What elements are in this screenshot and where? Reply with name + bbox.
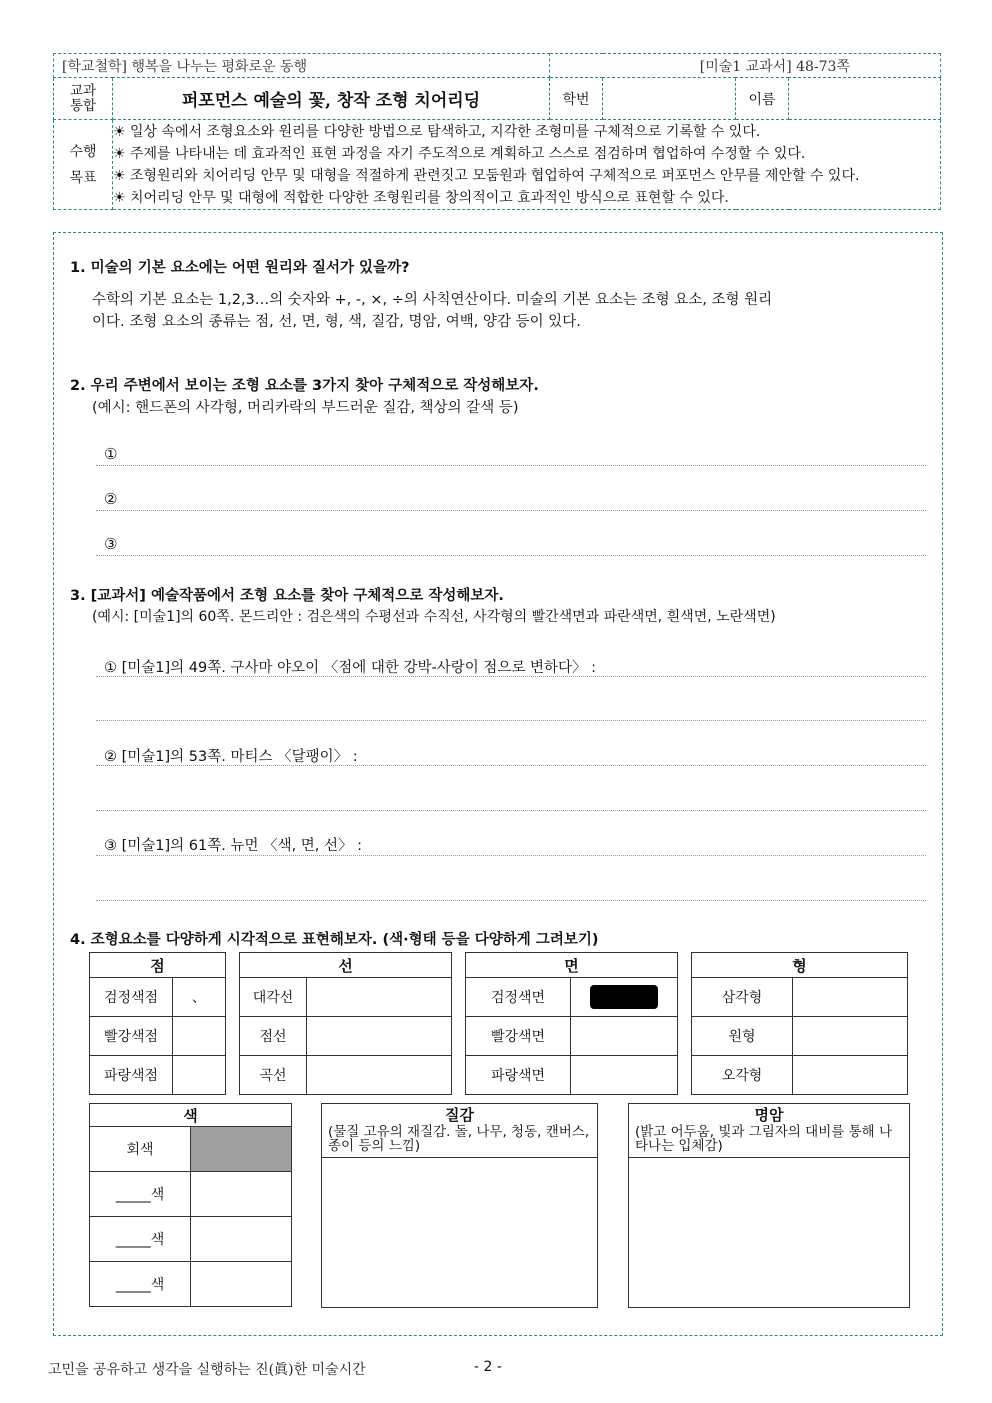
color-label: _____색 <box>90 1217 191 1262</box>
point-drawing-cell[interactable] <box>173 1056 226 1095</box>
goal-item: ☀ 조형원리와 치어리딩 안무 및 대형을 적절하게 관련짓고 모둠원과 협업하여 구체적으로 퍼포먼스 안무를 제안할 수 있다. <box>113 167 860 184</box>
q1-body-line1: 수학의 기본 요소는 1,2,3…의 숫자와 +, -, ×, ÷의 사칙연산이다. 미술의 기본 요소는 조형 요소, 조형 원리 <box>92 292 773 308</box>
q2-answer-line-2[interactable] <box>96 510 926 511</box>
texture-head: 질감 <box>445 1106 474 1124</box>
q3-answer-line[interactable] <box>96 676 926 677</box>
plane-label: 빨강색면 <box>466 1017 571 1056</box>
shape-head: 형 <box>692 953 908 978</box>
q2-title: 2. 우리 주변에서 보이는 조형 요소를 3가지 찾아 구체적으로 작성해보자. <box>70 378 539 394</box>
shape-label: 원형 <box>692 1017 793 1056</box>
point-label: 파랑색점 <box>90 1056 173 1095</box>
color-table <box>89 1103 292 1307</box>
plane-label: 파랑색면 <box>466 1056 571 1095</box>
q2-answer-line-1[interactable] <box>96 465 926 466</box>
texture-desc: (물질 고유의 재질감. 돌, 나무, 청동, 캔버스, 종이 등의 느낌) <box>322 1125 597 1158</box>
line-label: 점선 <box>240 1017 307 1056</box>
point-drawing-cell[interactable] <box>173 978 226 1017</box>
name-label: 이름 <box>736 78 789 120</box>
color-label: _____색 <box>90 1172 191 1217</box>
plane-head: 면 <box>466 953 678 978</box>
plane-table <box>465 952 678 1095</box>
q3-answer-line[interactable] <box>96 765 926 766</box>
shade-head: 명암 <box>754 1106 784 1124</box>
line-head: 선 <box>240 953 452 978</box>
color-drawing-cell[interactable] <box>191 1262 292 1307</box>
school-philosophy: [학교철학] 행복을 나누는 평화로운 동행 <box>54 54 550 78</box>
plane-drawing-cell[interactable] <box>571 1056 678 1095</box>
q3-answer-line[interactable] <box>96 720 926 721</box>
q3-answer-line[interactable] <box>96 900 926 901</box>
color-drawing-cell[interactable] <box>191 1127 292 1172</box>
shade-box[interactable] <box>628 1103 910 1308</box>
texture-box[interactable] <box>321 1103 598 1308</box>
plane-label: 검정색면 <box>466 978 571 1017</box>
q3-item-3: ③ [미술1]의 61쪽. 뉴먼 〈색, 면, 선〉 : <box>104 838 363 854</box>
q3-example: (예시: [미술1]의 60쪽. 몬드리안 : 검은색의 수평선과 수직선, 사각형의 빨간색면과 파란색면, 흰색면, 노란색면) <box>92 609 776 625</box>
header-table <box>53 53 941 210</box>
color-drawing-cell[interactable] <box>191 1172 292 1217</box>
point-drawing-cell[interactable] <box>173 1017 226 1056</box>
q1-body-line2: 이다. 조형 요소의 종류는 점, 선, 면, 형, 색, 질감, 명암, 여백, 양감 등이 있다. <box>92 314 581 330</box>
shape-drawing-cell[interactable] <box>793 978 908 1017</box>
goal-item: ☀ 치어리딩 안무 및 대형에 적합한 다양한 조형원리를 창의적이고 효과적인 방식으로 표현할 수 있다. <box>113 189 729 206</box>
q3-answer-line[interactable] <box>96 810 926 811</box>
line-label: 대각선 <box>240 978 307 1017</box>
q2-example: (예시: 핸드폰의 사각형, 머리카락의 부드러운 질감, 책상의 갈색 등) <box>92 400 519 416</box>
q2-mark-3: ③ <box>104 535 118 553</box>
q2-mark-2: ② <box>104 490 118 508</box>
line-drawing-cell[interactable] <box>307 1017 452 1056</box>
color-drawing-cell[interactable] <box>191 1217 292 1262</box>
point-head: 점 <box>90 953 226 978</box>
line-table <box>239 952 452 1095</box>
page-number: - 2 - <box>474 1359 502 1375</box>
black-plane-sample <box>590 985 658 1009</box>
q3-title: 3. [교과서] 예술작품에서 조형 요소를 찾아 구체적으로 작성해보자. <box>70 588 504 604</box>
shape-label: 오각형 <box>692 1056 793 1095</box>
goal-item: ☀ 주제를 나타내는 데 효과적인 표현 과정을 자기 주도적으로 계획하고 스스로 점검하며 협업하여 수정할 수 있다. <box>113 145 806 162</box>
color-label: 회색 <box>90 1127 191 1172</box>
q1-title: 1. 미술의 기본 요소에는 어떤 원리와 질서가 있을까? <box>70 260 410 276</box>
goal-item: ☀ 일상 속에서 조형요소와 원리를 다양한 방법으로 탐색하고, 지각한 조형미를 구체적으로 기록할 수 있다. <box>113 123 761 140</box>
plane-drawing-cell[interactable] <box>571 978 678 1017</box>
point-label: 검정색점 <box>90 978 173 1017</box>
student-no-field[interactable] <box>603 78 736 120</box>
shape-drawing-cell[interactable] <box>793 1056 908 1095</box>
footer-motto: 고민을 공유하고 생각을 실행하는 진(眞)한 미술시간 <box>48 1362 366 1378</box>
q3-item-1: ① [미술1]의 49쪽. 구사마 야오이 〈점에 대한 강박-사랑이 점으로 변하다〉 : <box>104 660 596 676</box>
textbook-reference: [미술1 교과서] 48-73쪽 <box>550 54 941 78</box>
name-field[interactable] <box>789 78 941 120</box>
point-sample-mark: 、 <box>192 990 206 1006</box>
subject-label: 교과통합 <box>54 78 113 120</box>
shape-table <box>691 952 908 1095</box>
q4-title: 4. 조형요소를 다양하게 시각적으로 표현해보자. (색·형태 등을 다양하게 그려보기) <box>70 932 599 948</box>
q2-answer-line-3[interactable] <box>96 555 926 556</box>
q3-item-2: ② [미술1]의 53쪽. 마티스 〈달팽이〉 : <box>104 749 358 765</box>
line-drawing-cell[interactable] <box>307 978 452 1017</box>
goals-list <box>113 120 941 210</box>
line-drawing-cell[interactable] <box>307 1056 452 1095</box>
shape-label: 삼각형 <box>692 978 793 1017</box>
shape-drawing-cell[interactable] <box>793 1017 908 1056</box>
point-label: 빨강색점 <box>90 1017 173 1056</box>
point-table <box>89 952 226 1095</box>
q2-mark-1: ① <box>104 445 118 463</box>
goal-label: 수행목표 <box>54 120 113 210</box>
shade-desc: (밝고 어두움, 빛과 그림자의 대비를 통해 나타나는 입체감) <box>629 1125 909 1158</box>
page-title: 퍼포먼스 예술의 꽃, 창작 조형 치어리딩 <box>113 78 550 120</box>
color-head: 색 <box>90 1104 292 1127</box>
plane-drawing-cell[interactable] <box>571 1017 678 1056</box>
student-no-label: 학번 <box>550 78 603 120</box>
q3-answer-line[interactable] <box>96 855 926 856</box>
color-label: _____색 <box>90 1262 191 1307</box>
line-label: 곡선 <box>240 1056 307 1095</box>
